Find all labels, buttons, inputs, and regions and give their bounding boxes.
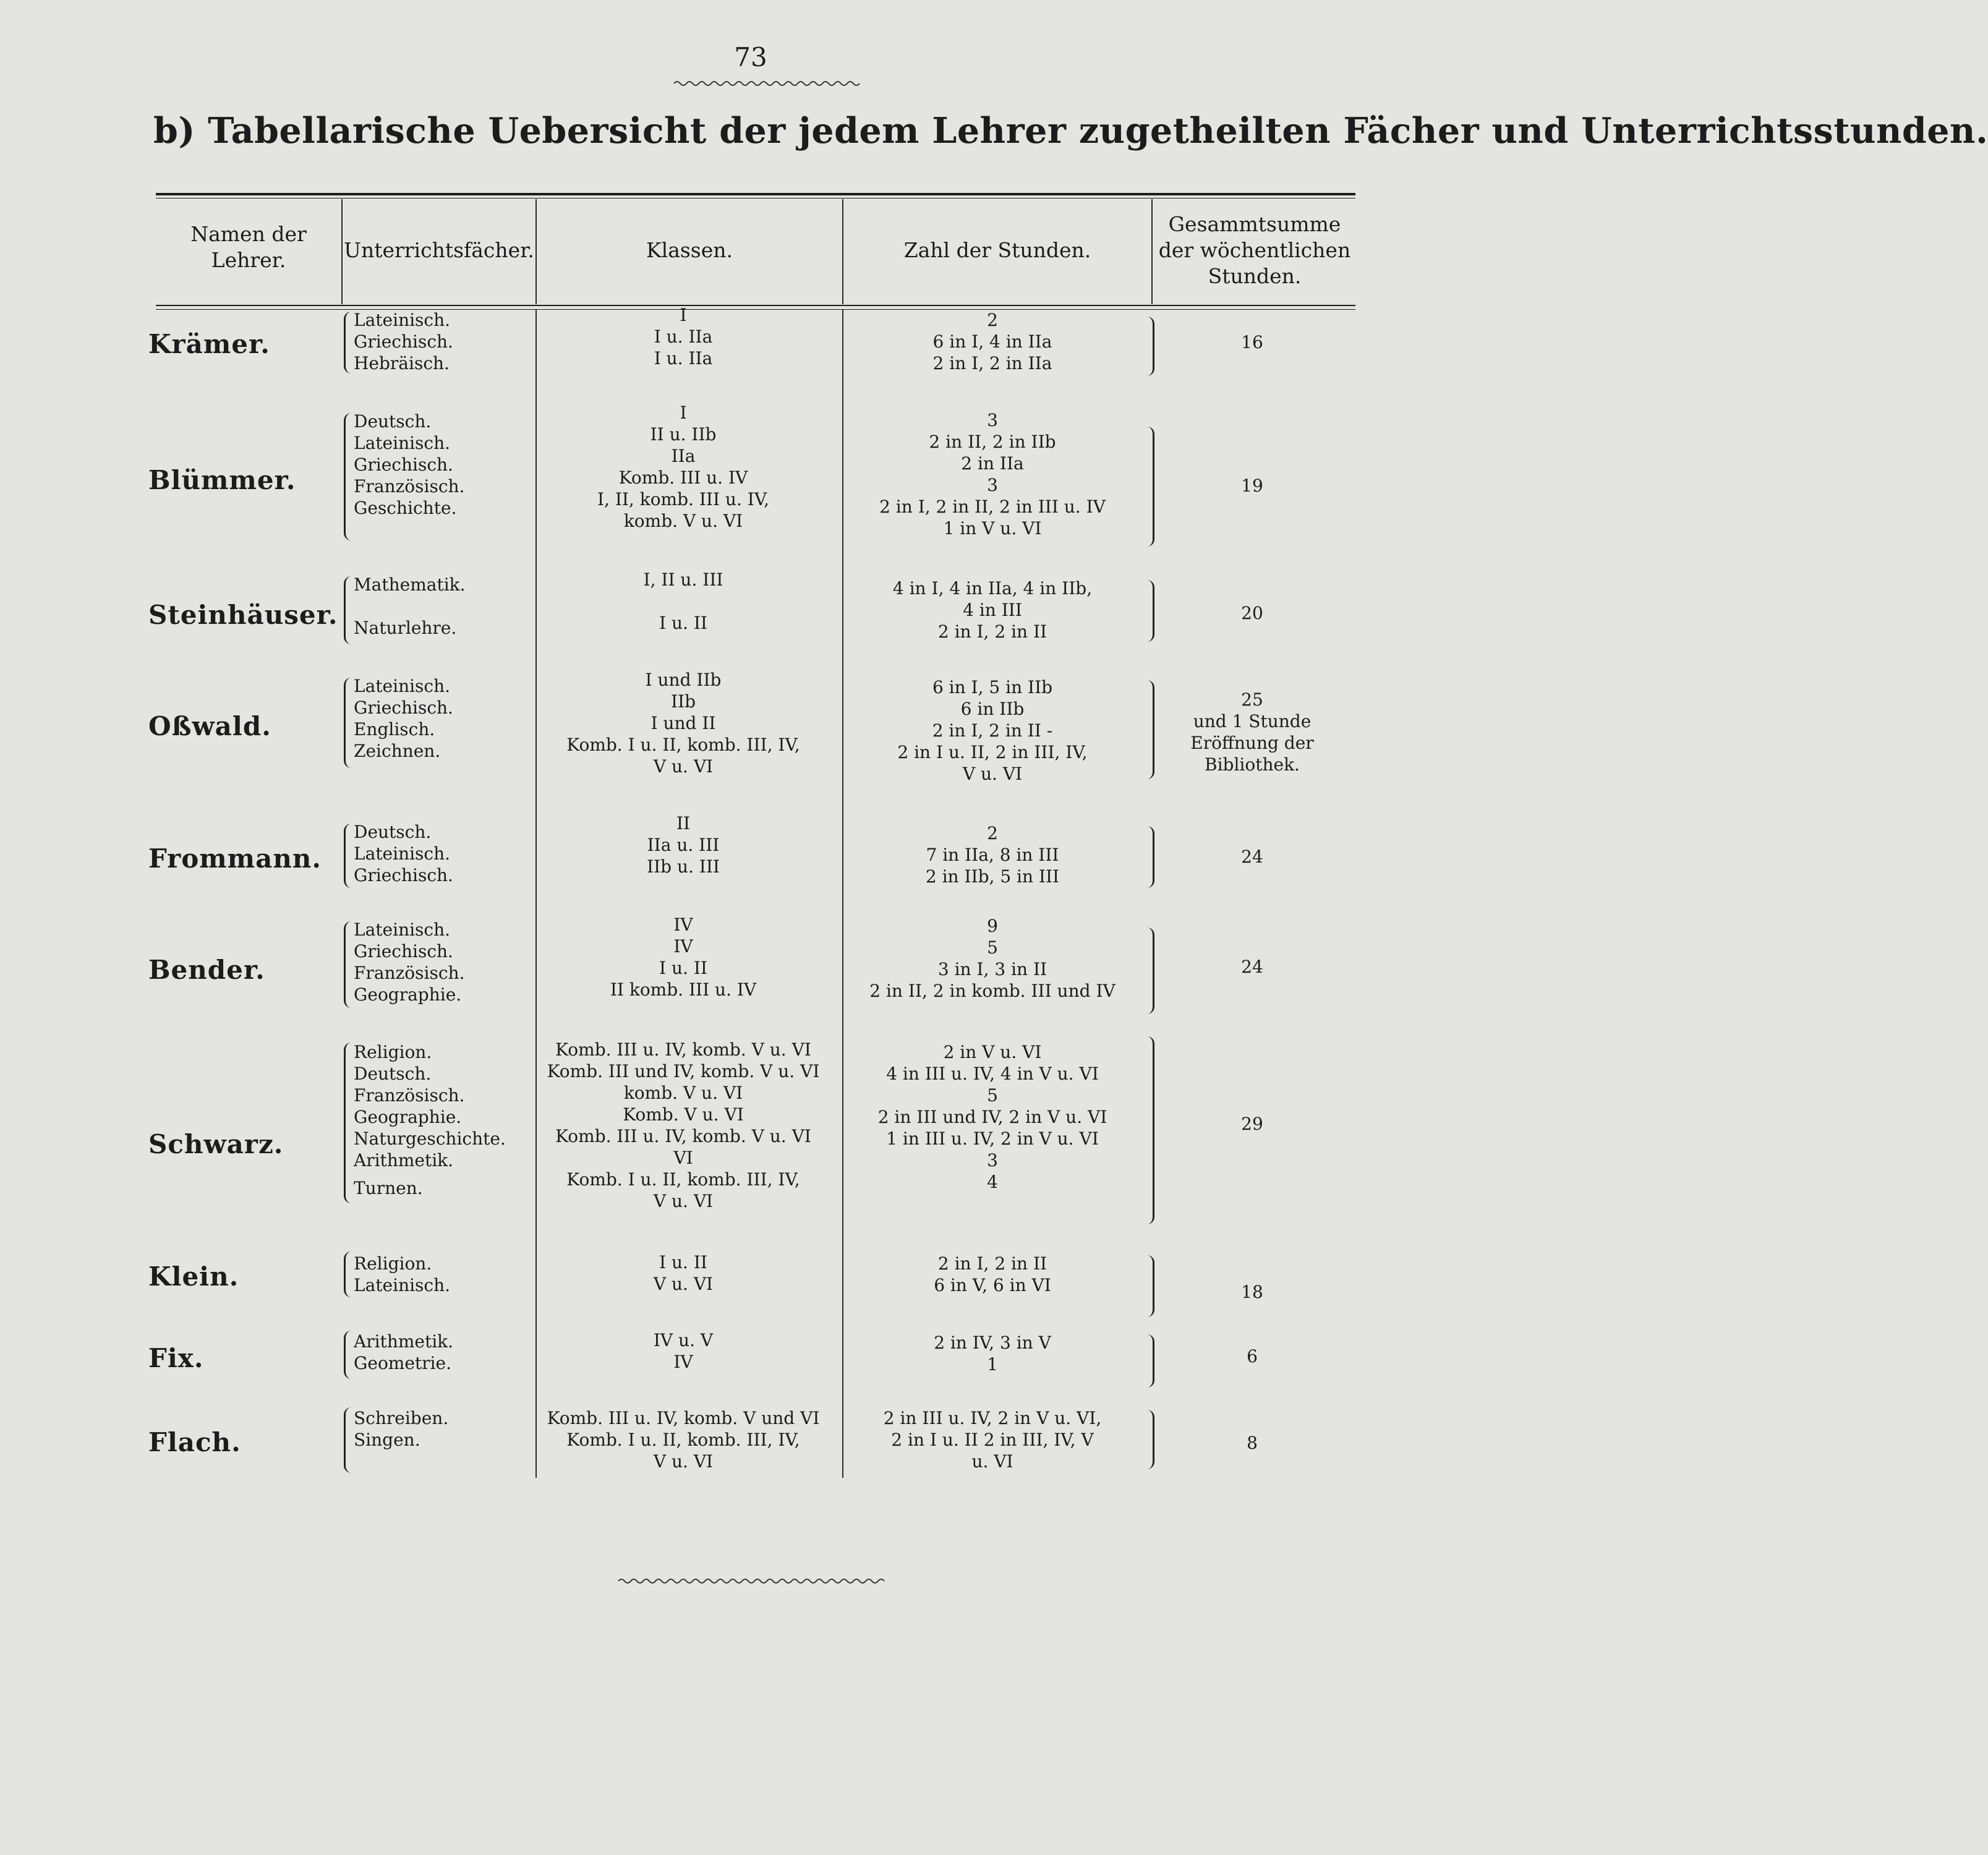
hours-list: 2 in IV, 3 in V 1 [934, 1333, 1051, 1375]
ornamental-rule-top [674, 79, 860, 88]
subjects-list: Schreiben. Singen. [354, 1408, 449, 1450]
teacher-name: Frommann. [148, 843, 322, 874]
teacher-name: Schwarz. [148, 1129, 284, 1159]
total-hours: 6 [1247, 1346, 1258, 1367]
teacher-name: Flach. [148, 1427, 241, 1457]
classes-list: II IIa u. III IIb u. III [647, 813, 720, 877]
header-names: Namen der Lehrer. [190, 222, 307, 272]
hours-bracket [1146, 427, 1154, 547]
teacher-name: Bender. [148, 955, 265, 985]
subjects-list: Arithmetik. Geometrie. [354, 1331, 454, 1373]
subjects-list: Religion. Deutsch. Französisch. Geographie. Naturgeschichte. Arithmetik. Turnen. [354, 1042, 506, 1198]
total-hours: 19 [1241, 475, 1263, 496]
header-separator-4 [1151, 199, 1153, 304]
header-hours: Zahl der Stunden. [903, 238, 1091, 262]
subjects-list: Deutsch. Lateinisch. Griechisch. [354, 822, 453, 885]
ornamental-rule-bottom [618, 1577, 884, 1585]
hours-list: 4 in I, 4 in IIa, 4 in IIb, 4 in III 2 in I, 2 in II [892, 578, 1093, 642]
hours-list: 6 in I, 5 in IIb 6 in IIb 2 in I, 2 in II - 2 in I u. II, 2 in III, IV, V u. VI [897, 677, 1088, 784]
teacher-name: Fix. [148, 1343, 204, 1373]
subjects-list: Deutsch. Lateinisch. Griechisch. Französisch. Geschichte. [354, 411, 465, 518]
subject-bracket [344, 921, 352, 1008]
hours-bracket [1146, 1036, 1154, 1224]
subject-bracket [344, 1252, 352, 1297]
subject-bracket [344, 576, 352, 644]
classes-list: I u. II V u. VI [653, 1252, 714, 1294]
classes-list: Komb. III u. IV, komb. V und VI Komb. I u. II, komb. III, IV, V u. VI [547, 1408, 820, 1472]
subject-bracket [344, 678, 352, 768]
subjects-list: Mathematik. Naturlehre. [354, 574, 466, 638]
total-hours: 24 [1241, 957, 1263, 977]
hours-bracket [1146, 317, 1154, 376]
hours-bracket [1146, 927, 1154, 1014]
hours-list: 2 6 in I, 4 in IIa 2 in I, 2 in IIa [932, 310, 1052, 373]
classes-list: IV IV I u. II II komb. III u. IV [610, 915, 757, 1000]
header-separator-1 [341, 199, 343, 304]
header-separator-2 [535, 199, 537, 304]
header-separator-3 [842, 199, 843, 304]
header-total: Gesammtsumme der wöchentlichen Stunden. [1158, 212, 1351, 288]
subject-bracket [344, 1043, 352, 1203]
teacher-name: Steinhäuser. [148, 600, 338, 630]
table-top-rule [156, 193, 1355, 195]
total-hours: 24 [1241, 846, 1263, 867]
header-classes: Klassen. [646, 238, 733, 262]
subjects-list: Lateinisch. Griechisch. Englisch. Zeichnen. [354, 676, 453, 761]
total-hours: 25 und 1 Stunde Eröffnung der Bibliothek. [1190, 689, 1314, 775]
subject-bracket [344, 1331, 352, 1379]
teacher-name: Klein. [148, 1261, 239, 1292]
classes-list: I II u. IIb IIa Komb. III u. IV I, II, komb. III u. IV, komb. V u. VI [597, 403, 770, 531]
teacher-name: Blümmer. [148, 465, 296, 495]
classes-list: Komb. III u. IV, komb. V u. VI Komb. III und IV, komb. V u. VI komb. V u. VI Komb. V u. VI Komb. III u. IV, komb. V u. VI VI Komb. I u. II, komb. III, IV, V u. VI [547, 1039, 820, 1211]
subject-bracket [344, 1407, 352, 1473]
hours-bracket [1146, 580, 1154, 642]
teacher-name: Krämer. [148, 329, 270, 359]
hours-list: 3 2 in II, 2 in IIb 2 in IIa 3 2 in I, 2 in II, 2 in III u. IV 1 in V u. VI [879, 410, 1106, 539]
header-subjects: Unterrichtsfächer. [344, 238, 534, 262]
hours-list: 2 7 in IIa, 8 in III 2 in IIb, 5 in III [925, 823, 1060, 887]
total-hours: 20 [1241, 603, 1263, 623]
classes-list: I I u. IIa I u. IIa [654, 305, 713, 369]
teacher-name: Oßwald. [148, 711, 271, 741]
total-hours: 8 [1247, 1433, 1258, 1453]
subject-bracket [344, 312, 352, 373]
subject-bracket [344, 824, 352, 888]
classes-list: I und IIb IIb I und II Komb. I u. II, komb. III, IV, V u. VI [566, 670, 800, 777]
hours-list: 9 5 3 in I, 3 in II 2 in II, 2 in komb. III und IV [869, 916, 1116, 1001]
classes-list: IV u. V IV [653, 1330, 714, 1372]
hours-bracket [1146, 1255, 1154, 1317]
classes-list: I, II u. III I u. II [643, 569, 723, 633]
subjects-list: Religion. Lateinisch. [354, 1253, 451, 1295]
hours-bracket [1146, 826, 1154, 888]
hours-list: 2 in I, 2 in II 6 in V, 6 in VI [934, 1253, 1051, 1295]
total-hours: 18 [1241, 1282, 1263, 1302]
hours-list: 2 in III u. IV, 2 in V u. VI, 2 in I u. II 2 in III, IV, V u. VI [883, 1408, 1102, 1472]
hours-bracket [1146, 1334, 1154, 1388]
subjects-list: Lateinisch. Griechisch. Französisch. Geographie. [354, 919, 465, 1005]
total-hours: 29 [1241, 1114, 1263, 1134]
subjects-list: Lateinisch. Griechisch. Hebräisch. [354, 310, 453, 373]
hours-bracket [1146, 680, 1154, 779]
subject-bracket [344, 413, 352, 540]
hours-bracket [1146, 1410, 1154, 1469]
total-hours: 16 [1241, 332, 1263, 352]
page-number: 73 [734, 42, 767, 72]
hours-list: 2 in V u. VI 4 in III u. IV, 4 in V u. VI 5 2 in III und IV, 2 in V u. VI 1 in III u. IV, 2 in V u. VI 3 4 [877, 1042, 1107, 1192]
table-title: b) Tabellarische Uebersicht der jedem Lehrer zugetheilten Fächer und Unterrichtsstunden. [153, 110, 1988, 151]
